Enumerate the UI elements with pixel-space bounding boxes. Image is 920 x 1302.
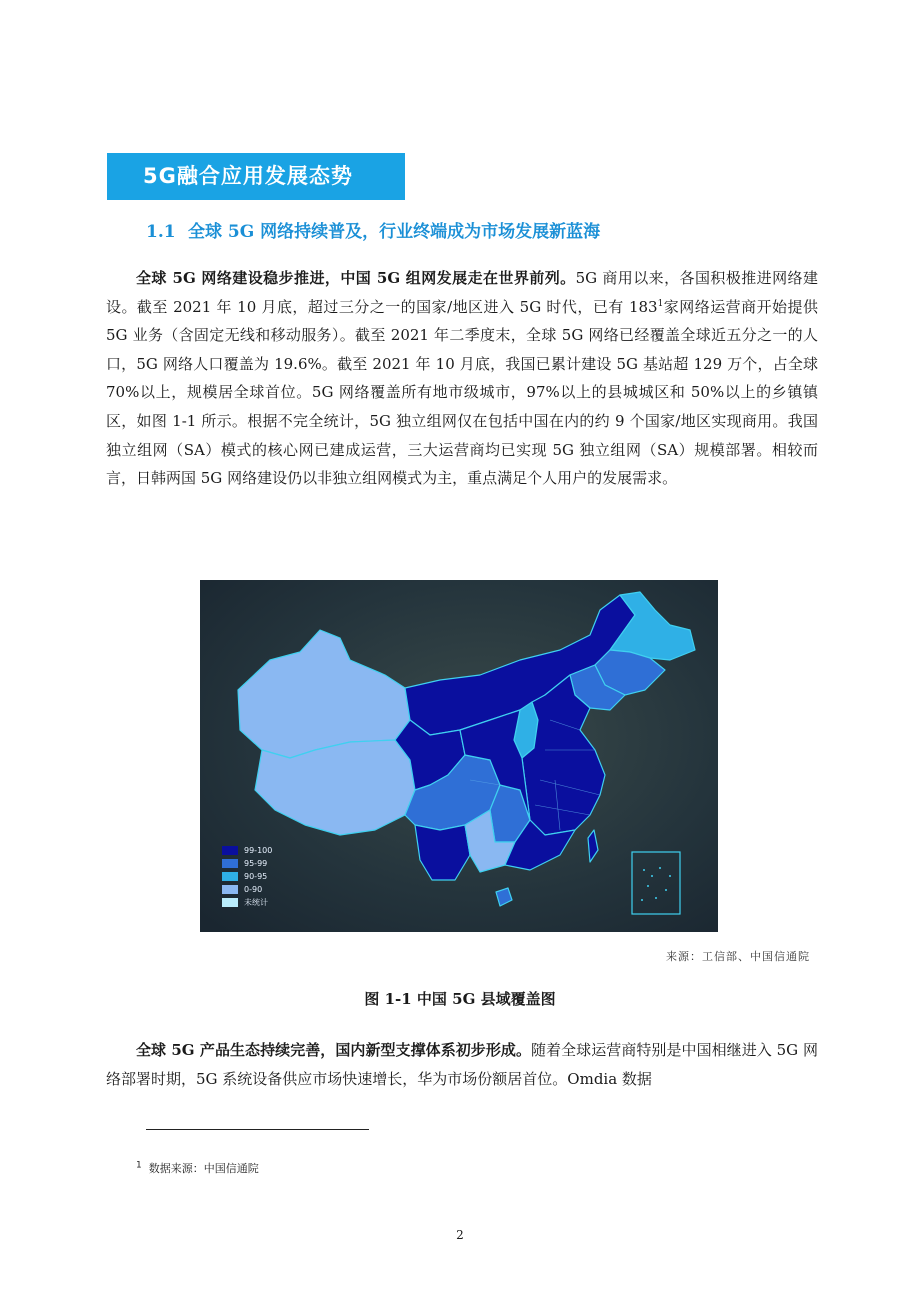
paragraph-2-text: 随着全球运营商特别是中国相继进入 5G 网络部署时期，5G 系统设备供应市场快速增长，华为市场份额居首位。Omdia 数据 [106, 1041, 818, 1088]
legend-item [222, 844, 272, 857]
legend-swatch-4 [222, 885, 238, 894]
section-heading [146, 218, 600, 246]
coverage-map-figure [200, 580, 718, 932]
legend-item [222, 896, 272, 909]
china-map-image [200, 580, 718, 932]
legend-label: 未统计 [244, 897, 268, 907]
paragraph-2-lead: 全球 5G 产品生态持续完善，国内新型支撑体系初步形成。 [136, 1041, 532, 1059]
legend-item [222, 857, 272, 870]
paragraph-1-lead: 全球 5G 网络建设稳步推进，中国 5G 组网发展走在世界前列。 [136, 269, 576, 287]
paragraph-1-text-a: 5G 商用以来，各国积极推进网络建设。截至 2021 年 10 月底，超过三分之一的国家/地区进入 5G 时代，已有 183 [106, 269, 818, 316]
footnote [136, 1160, 259, 1176]
legend-label: 90-95 [244, 871, 268, 881]
legend-label: 99-100 [244, 845, 273, 855]
paragraph-1-text-b: 家网络运营商开始提供 5G 业务（含固定无线和移动服务）。截至 2021 年二季度末，全球 5G 网络已经覆盖全球近五分之一的人口，5G 网络人口覆盖为 19.6%。截至 2021 年 10 月底，我国已累计建设 5G 基站超 129 万个，占全球 70%以上，规模居全球首位。5G 网络覆盖所有地市级城市，97%以上的县城城区和 50%以上的乡镇镇区，如图 1-1 所示。根据不完全统计，5G 独立组网仅在包括中国在内的约 9 个国家/地区实现商用。我国独立组网（SA）模式的核心网已建成运营，三大运营商均已实现 5G 独立组网（SA）规模部署。相较而言，日韩两国 5G 网络建设仍以非独立组网模式为主，重点满足个人用户的发展需求。 [106, 297, 818, 488]
legend-swatch-5 [222, 898, 238, 907]
footnote-text: 数据来源：中国信通院 [148, 1162, 259, 1175]
legend-swatch-2 [222, 859, 238, 868]
heading-title: 全球 5G 网络持续普及，行业终端成为市场发展新蓝海 [188, 222, 601, 242]
legend-label: 0-90 [244, 884, 263, 894]
heading-number: 1.1 [146, 222, 176, 242]
paragraph-1 [106, 264, 818, 493]
footnote-mark: 1 [136, 1160, 142, 1171]
legend-swatch-3 [222, 872, 238, 881]
legend-item [222, 870, 272, 883]
footnote-ref[interactable]: 1 [657, 298, 664, 309]
map-legend [222, 844, 272, 909]
page-number: 2 [456, 1228, 464, 1242]
figure-source: 来源：工信部、中国信通院 [666, 950, 810, 963]
paragraph-2 [106, 1036, 818, 1094]
footnote-divider [146, 1129, 369, 1130]
legend-label: 95-99 [244, 858, 268, 868]
legend-item [222, 883, 272, 896]
section-banner: 5G融合应用发展态势 [107, 153, 405, 200]
legend-swatch-1 [222, 846, 238, 855]
figure-caption: 图 1-1 中国 5G 县域覆盖图 [364, 990, 556, 1008]
